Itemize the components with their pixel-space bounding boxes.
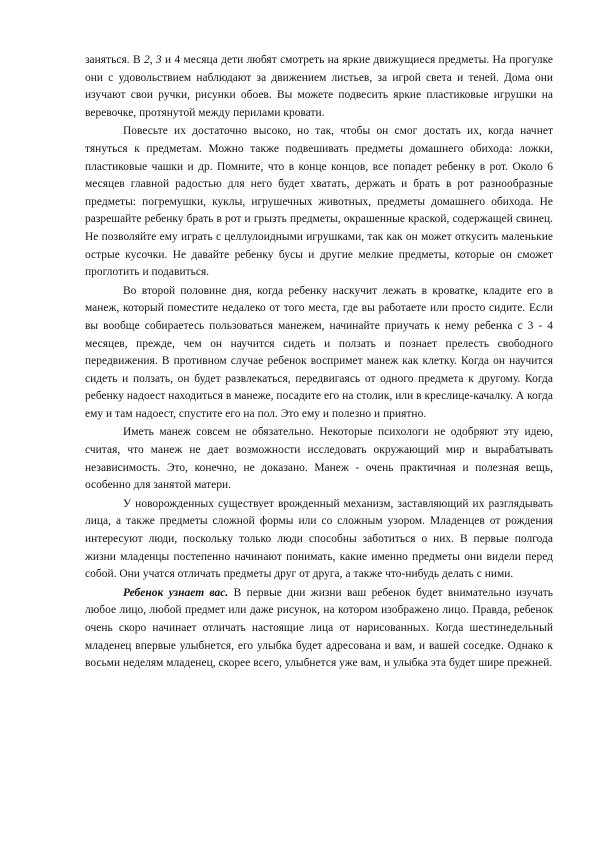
text-run: У новорожденных существует врожденный механизм, заставляющий их разглядывать лица, а также предметы сложной формы или со сложным узором. Младенцев от рождения интересуют люди, поскольку только люди способны заботиться о них. В первые полгода жизни младенцы постепенно начинают понимать, какие именно предметы они видели перед собой. Они учатся отличать предметы друг от друга, а также что-нибудь делать с ними. — [85, 497, 553, 581]
paragraph-recognition — [85, 585, 553, 673]
text-run: Во второй половине дня, когда ребенку наскучит лежать в кроватке, кладите его в манеж, который поместите недалеко от того места, где вы работаете или просто сидите. Если вы вообще собираетесь пользоваться манежем, начинайте приучать к нему ребенка с 3 - 4 месяцев, прежде, чем он научится сидеть и ползать и познает прелесть свободного передвижения. В противном случае ребенок воспримет манеж как клетку. Когда он научится сидеть и ползать, он будет развлекаться, передвигаясь от одного предмета к другому. Когда ребенку надоест находиться в манеже, посадите его на столик, или в креслице-качалку. А когда ему и там надоест, спустите его на пол. Это ему и полезно и приятно. — [85, 284, 553, 420]
text-run: Повесьте их достаточно высоко, но так, чтобы он смог достать их, когда начнет тянуться к предметам. Можно также подвешивать предметы домашнего обихода: ложки, пластиковые чашки и др. Помните, что в конце концов, все попадет ребенку в рот. Около 6 месяцев главной радостью для него будет хватать, держать и брать в рот разнообразные предметы: погремушки, куклы, игрушечных животных, предметы домашнего обихода. Не разрешайте ребенку брать в рот и грызть предметы, окрашенные краской, содержащей свинец. Не позволяйте ему играть с целлулоидными игрушками, так как он может откусить маленькие острые кусочки. Не давайте ребенку бусы и другие мелкие предметы, которые он сможет проглотить и подавиться. — [85, 125, 553, 279]
text-run: , — [149, 54, 156, 66]
paragraph-playpen — [85, 283, 553, 424]
document-page — [85, 52, 553, 673]
italic-number: 3 — [155, 54, 162, 66]
text-run: Иметь манеж совсем не обязательно. Некоторые психологи не одобряют эту идею, считая, что манеж не дает возможности исследовать окружающий мир и вырабатывать независимость. Это, конечно, не доказано. Манеж - очень практичная и полезная вещь, особенно для занятой матери. — [85, 426, 553, 492]
text-run: заняться. В — [85, 54, 144, 66]
section-lead-heading: Ребенок узнает вас. — [123, 586, 229, 599]
text-run: и 4 месяца дети любят смотреть на яркие движущиеся предметы. На прогулке они с удовольствием наблюдают за движением листьев, за игрой света и теней. Дома они изучают свои ручки, рисунки обоев. Вы можете подвесить яркие пластиковые игрушки на веревочке, протянутой между перилами кровати. — [85, 54, 553, 119]
paragraph-continuation — [85, 52, 553, 122]
paragraph-newborns — [85, 496, 553, 584]
text-run: В первые дни жизни ваш ребенок будет внимательно изучать любое лицо, любой предмет или даже рисунок, на котором изображено лицо. Правда, ребенок очень скоро начинает отличать настоящие лица от нарисованных. Когда шестинедельный младенец впервые улыбнется, его улыбка будет адресована и вам, и вашей соседке. Однако к восьми неделям младенец, скорее всего, улыбнется уже вам, и улыбка эта будет шире прежней. — [85, 586, 554, 670]
paragraph-toys — [85, 123, 553, 281]
italic-number: 2 — [143, 54, 150, 66]
paragraph-playpen-optional — [85, 424, 553, 494]
